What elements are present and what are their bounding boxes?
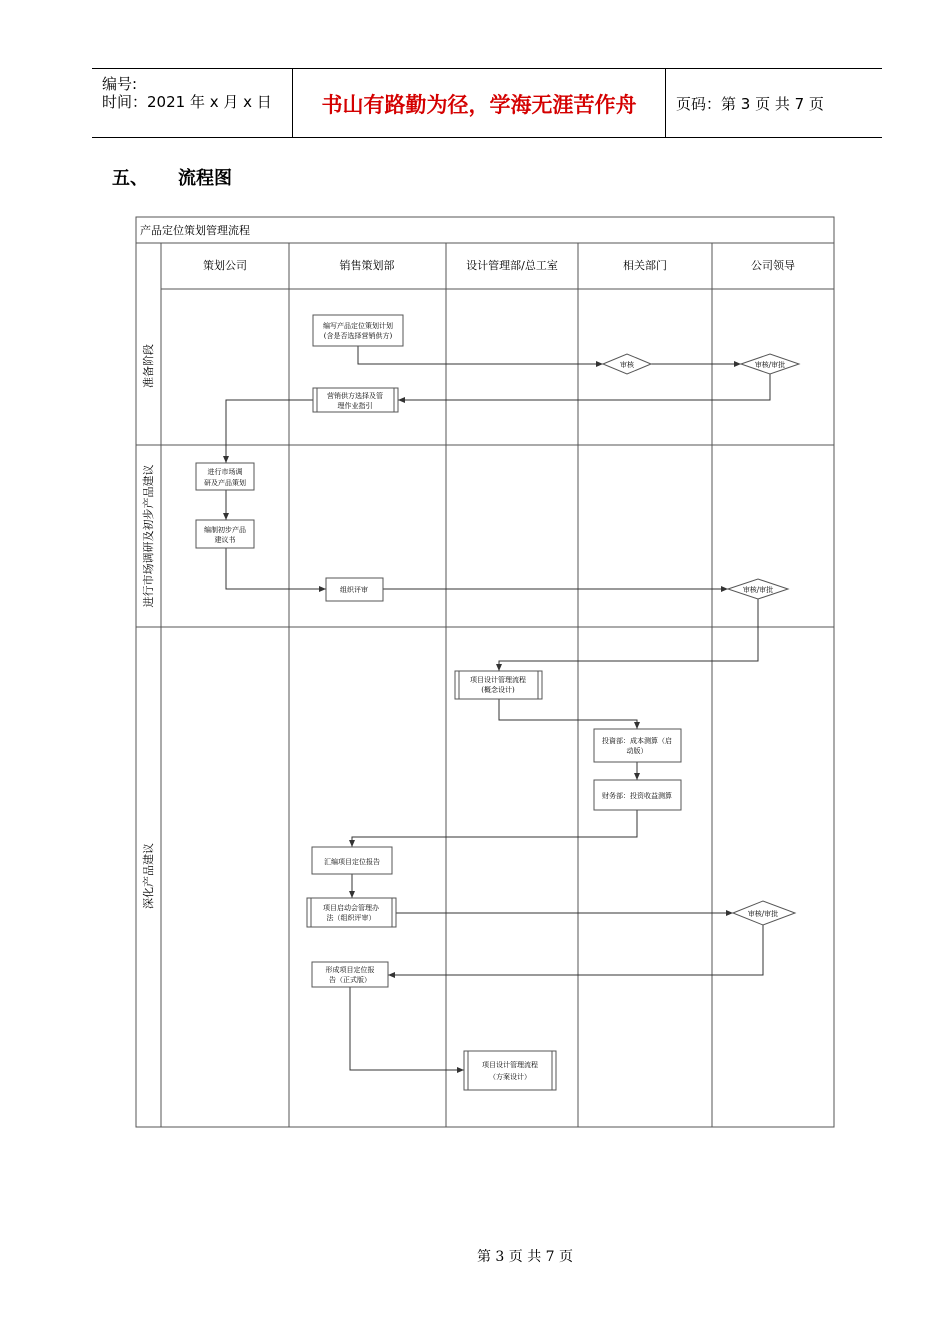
node-supplier-selection-guide-line2: 理作业指引 <box>337 402 373 410</box>
node-cost-estimate-line1: 投資部：成本测算（启 <box>602 737 672 745</box>
decision-approve-leader-1-label: 审核/审批 <box>754 361 786 369</box>
node-compile-report-label: 汇编项目定位报告 <box>324 858 380 866</box>
flowchart-title: 产品定位策划管理流程 <box>140 224 250 237</box>
motto-text: 书山有路勤为径，学海无涯苦作舟 <box>321 92 637 117</box>
node-market-research-line1: 进行市场调 <box>207 468 243 476</box>
node-kickoff-meeting-line1: 项目启动会管理办 <box>323 904 379 912</box>
node-initial-proposal-line2: 建议书 <box>214 536 236 544</box>
node-supplier-selection-guide-line1: 营销供方选择及管 <box>327 392 383 400</box>
node-final-report-line1: 形成项目定位报 <box>325 966 375 974</box>
node-write-positioning-plan <box>313 315 403 346</box>
node-concept-design-line1: 项目设计管理流程 <box>470 676 526 684</box>
node-scheme-design-line1: 项目设计管理流程 <box>482 1061 538 1069</box>
column-header-leadership: 公司领导 <box>751 259 795 272</box>
node-cost-estimate <box>594 729 681 762</box>
column-header-sales-dept: 销售策划部 <box>339 259 395 272</box>
node-write-positioning-plan-line1: 编写产品定位策划计划 <box>323 322 393 330</box>
node-concept-design-line2: (概念设计) <box>481 686 515 694</box>
node-organize-review-label: 组织评审 <box>340 586 368 594</box>
flowchart-connectors <box>226 346 770 1070</box>
page-footer: 第 3 页 共 7 页 <box>476 1249 574 1265</box>
node-scheme-design <box>464 1051 556 1090</box>
phase-label-preparation: 准备阶段 <box>142 344 155 388</box>
flowchart-nodes <box>196 315 799 1090</box>
node-kickoff-meeting-line2: 法（组织评审） <box>326 914 376 922</box>
node-write-positioning-plan-line2: (含是否选择营销供方) <box>323 332 393 340</box>
header-page-label: 页码：第 3 页 共 7 页 <box>676 95 824 113</box>
column-header-related-dept: 相关部门 <box>623 259 667 272</box>
column-header-design-dept: 设计管理部/总工室 <box>466 259 558 272</box>
document-time-label: 时间：2021 年 x 月 x 日 <box>102 93 272 111</box>
section-number: 五、 <box>112 168 148 189</box>
node-scheme-design-line2: （方案设计） <box>489 1073 531 1081</box>
phase-label-deepen-proposal: 深化产品建议 <box>142 843 155 909</box>
node-cost-estimate-line2: 动版） <box>626 747 648 755</box>
document-code-label: 编号: <box>102 75 138 93</box>
node-final-report-line2: 告（正式版） <box>329 976 371 984</box>
decision-approve-leader-3-label: 审核/审批 <box>747 910 779 918</box>
section-title: 流程图 <box>178 168 232 189</box>
decision-approve-leader-2-label: 审核/审批 <box>742 586 774 594</box>
phase-label-market-research: 进行市场调研及初步产品建议 <box>142 464 155 608</box>
decision-review-related-label: 审核 <box>620 361 634 369</box>
node-kickoff-meeting <box>307 898 396 927</box>
node-market-research-line2: 研及产品策划 <box>204 479 246 487</box>
node-initial-proposal-line1: 编制初步产品 <box>204 526 246 534</box>
node-investment-return-label: 财务部：投资收益测算 <box>602 792 672 800</box>
column-header-planning-company: 策划公司 <box>203 259 247 272</box>
